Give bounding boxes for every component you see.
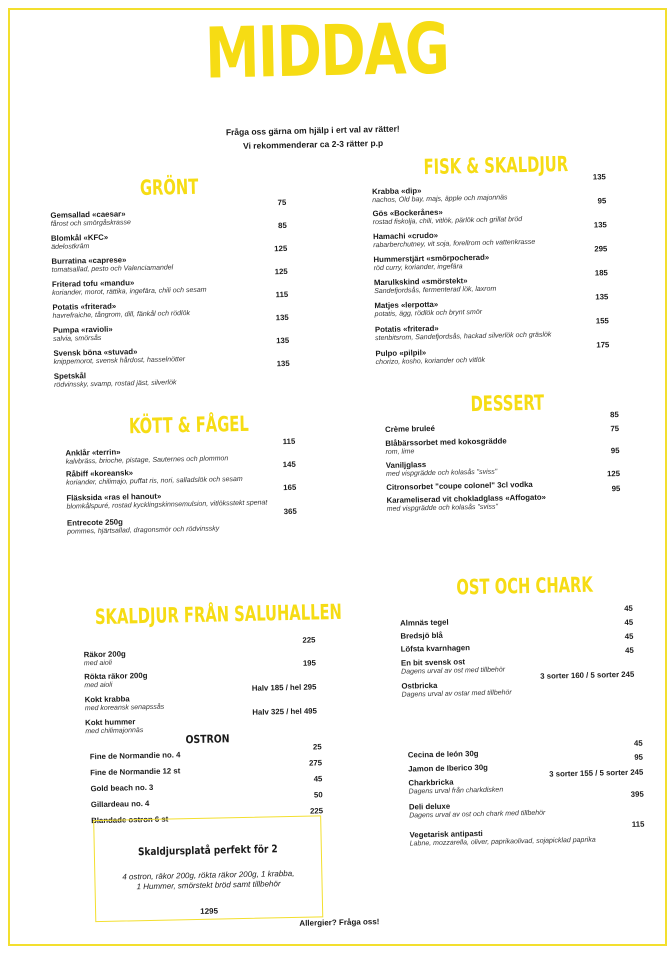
menu-item — [373, 250, 613, 272]
menu-item-name: Löfsta kvarnhagen — [400, 643, 471, 654]
menu-item — [385, 434, 625, 456]
menu-item-name: Spetskål — [53, 371, 87, 381]
menu-item-description: blomkålspuré, rostad kycklingskinnsemulsion, vitlöksstekt spenat — [66, 499, 268, 511]
menu-item-name: Gillardeau no. 4 — [90, 798, 150, 810]
menu-item-name: Bredsjö blå — [400, 630, 443, 641]
menu-item — [374, 273, 614, 295]
menu-item-price: 115 — [282, 436, 296, 447]
menu-item — [65, 444, 305, 466]
menu-item-name: Crème bruleé — [384, 423, 435, 434]
menu-item-price: 135 — [592, 172, 606, 182]
menu-item — [51, 252, 291, 277]
menu-item-name: Pulpo «pilpil» — [375, 348, 427, 359]
menu-item-description: Dagens urval från charkdisken — [408, 786, 504, 796]
menu-item — [375, 344, 615, 366]
menu-item-name: En bit svensk ost — [400, 657, 466, 668]
menu-item-description: potatis, ägg, rödlök och brynt smör — [374, 308, 483, 319]
menu-item — [52, 321, 293, 346]
section-heading-saluhallen: SKALDJUR FRÅN SALUHALLEN — [94, 599, 343, 630]
section-heading-ostron: OSTRON — [185, 732, 230, 747]
menu-item-name: Fläsksida «ras el hanout» — [66, 491, 162, 503]
menu-item-price: 95 — [634, 752, 644, 762]
menu-item-description: med vispgrädde och kolasås "sviss" — [385, 468, 498, 478]
menu-item-description: Dagens urval av ostar med tillbehör — [401, 689, 512, 699]
platter-description — [103, 869, 313, 893]
menu-item-name: Kokt krabba — [84, 694, 130, 705]
menu-item-description: knippemorot, svensk hårdost, hasselnötter — [53, 356, 186, 366]
menu-item-name: Blomkål «KFC» — [50, 232, 109, 243]
menu-item-price: 115 — [631, 819, 645, 829]
menu-item-price: 155 — [595, 316, 609, 326]
menu-item-price: 395 — [630, 789, 644, 799]
menu-item-name: Marulkskind «smörstekt» — [373, 276, 468, 288]
menu-item — [400, 614, 640, 628]
menu-item-price: 85 — [610, 410, 619, 420]
menu-item-description: rom, lime — [385, 448, 415, 456]
menu-item-name: Friterad tofu «mandu» — [51, 278, 135, 289]
menu-item — [374, 296, 614, 318]
menu-item-price: 95 — [610, 446, 620, 456]
menu-item-price: 45 — [624, 617, 634, 627]
menu-item — [401, 640, 641, 654]
menu-item-name: Svensk böna «stuvad» — [53, 347, 138, 358]
menu-item-description: pommes, hjärtsallad, dragonsmör och rödvinssky — [67, 525, 220, 536]
menu-item-price: 50 — [313, 790, 323, 800]
section-heading-kott: KÖTT & FÅGEL — [128, 411, 249, 439]
menu-item-price: 3 sorter 155 / 5 sorter 245 — [549, 767, 644, 779]
menu-item-price: 85 — [277, 220, 287, 231]
menu-item-price: 135 — [276, 358, 290, 369]
menu-item-price: 225 — [309, 806, 324, 816]
menu-item-description: Labne, mozzarella, oliver, paprikaolivad, sojapicklad paprika — [409, 836, 596, 848]
menu-item-price: Halv 325 / hel 495 — [252, 706, 318, 717]
menu-item-description: röd curry, koriander, ingefära — [373, 263, 463, 273]
menu-item-description: med vispgrädde och kolasås "sviss" — [386, 503, 498, 513]
menu-item-price: 135 — [276, 335, 290, 346]
menu-item-name: Räkor 200g — [83, 649, 126, 660]
menu-item-name: Ostbricka — [401, 680, 438, 691]
menu-item-price: 365 — [283, 506, 297, 517]
menu-item — [66, 465, 306, 487]
menu-item-description: rödvinssky, svamp, rostad jäst, silverlök — [53, 379, 177, 389]
menu-item — [51, 275, 292, 300]
menu-item — [54, 367, 294, 389]
menu-item — [375, 320, 615, 342]
menu-item-price: 125 — [274, 243, 288, 254]
menu-item-price: 95 — [597, 196, 607, 206]
menu-item-name: Gös «Bockerånes» — [372, 207, 443, 219]
menu-item-price: 45 — [624, 631, 634, 641]
menu-item-name: Almnäs tegel — [400, 617, 449, 628]
menu-item-name: Matjes «lerpotta» — [374, 299, 439, 311]
menu-item-price: 185 — [594, 268, 608, 278]
menu-item-name: Pumpa «ravioli» — [52, 324, 113, 335]
menu-item-description: fårost och smörgåskrasse — [50, 219, 131, 228]
menu-item-price: 135 — [593, 220, 607, 230]
menu-item-name: Hamachi «crudo» — [372, 230, 439, 242]
menu-item-name: Anklår «terrin» — [65, 447, 121, 458]
menu-item-name: Gold beach no. 3 — [90, 782, 154, 794]
menu-item-name: Rökta räkor 200g — [84, 670, 148, 682]
menu-item-price: 135 — [275, 312, 289, 323]
menu-item-price: 135 — [595, 292, 609, 302]
menu-item-name: Gemsallad «caesar» — [50, 209, 126, 220]
menu-item-price: 45 — [624, 603, 633, 613]
menu-item — [385, 420, 625, 434]
menu-item-price: 25 — [312, 742, 322, 752]
menu-item-name: Råbiff «koreansk» — [65, 468, 134, 479]
menu-item-description: koriander, morot, rättika, ingefära, chili och sesam — [52, 286, 207, 297]
menu-item-name: Vegetarisk antipasti — [409, 828, 483, 840]
menu-item-name: Karameliserad vit chokladglass «Affogato» — [386, 492, 547, 505]
menu-item-description: med aioli — [84, 681, 113, 690]
platter-desc-line-1: 4 ostron, räkor 200g, rökta räkor 200g, 1 krabba, — [122, 868, 295, 882]
menu-item-price: Halv 185 / hel 295 — [251, 682, 317, 693]
menu-item-price: 165 — [283, 482, 297, 493]
menu-item — [372, 182, 612, 204]
menu-item — [401, 677, 641, 699]
platter-desc-line-2: 1 Hummer, smörstekt bröd samt tillbehör — [136, 879, 281, 892]
menu-item-name: Burratina «caprese» — [51, 255, 127, 266]
platter-title: Skaldjursplatå perfekt för 2 — [137, 843, 278, 859]
menu-item-description: med chilimajonnäs — [85, 727, 144, 736]
menu-item-name: Krabba «dip» — [371, 186, 422, 197]
section-heading-fisk: FISK & SKALDJUR — [423, 152, 569, 180]
menu-item — [66, 489, 306, 511]
menu-item-description: tomatsallad, pesto och Valenciamandel — [51, 264, 174, 274]
menu-item-name: Charkbricka — [408, 777, 454, 788]
menu-item-price: 45 — [624, 645, 634, 655]
menu-item-name: Potatis «friterad» — [374, 323, 439, 335]
menu-item-name: Fine de Normandie no. 4 — [89, 750, 181, 762]
menu-item — [90, 747, 330, 761]
menu-item-price: 75 — [610, 424, 620, 434]
menu-item — [84, 645, 324, 667]
menu-item — [90, 779, 330, 793]
menu-item — [50, 229, 291, 254]
menu-item-price: 115 — [275, 289, 289, 300]
menu-item-name: Hummerstjärt «smörpocherad» — [373, 252, 490, 265]
menu-item — [50, 206, 290, 231]
menu-item-name: Blandade ostron 6 st — [91, 814, 169, 826]
menu-item-price: 275 — [308, 758, 323, 768]
menu-item-name: Kokt hummer — [85, 717, 136, 728]
menu-item — [372, 204, 612, 226]
menu-item-name: Cecina de león 30g — [407, 749, 479, 760]
menu-item-name: Jamon de Iberico 30g — [408, 762, 488, 774]
menu-item-name: Deli deluxe — [408, 801, 451, 812]
menu-item-price: 145 — [282, 459, 296, 470]
menu-item-price: 75 — [277, 197, 287, 208]
menu-item-price: 45 — [633, 738, 643, 748]
menu-item — [386, 456, 626, 478]
menu-item — [386, 491, 626, 513]
menu-item-description: koriander, chilimajo, puffat ris, nori, salladslök och sesam — [66, 475, 243, 487]
menu-item — [408, 746, 648, 760]
menu-item-description: med koreansk senapssås — [84, 703, 165, 713]
menu-title: MIDDAG — [204, 7, 449, 95]
menu-item — [67, 514, 307, 536]
menu-item-description: rostad fiskolja, chili, vitlök, pärlök och grillat bröd — [372, 216, 523, 227]
menu-item-price: 225 — [302, 635, 316, 645]
menu-item-name: Vaniljglass — [385, 460, 427, 470]
seafood-platter-box — [93, 815, 323, 922]
menu-item — [373, 227, 613, 249]
menu-item-description: salvia, smörsås — [53, 334, 102, 343]
menu-item-name: Citronsorbet "coupe colonel" 3cl vodka — [386, 479, 533, 492]
platter-price: 1295 — [200, 906, 219, 916]
menu-item — [53, 344, 293, 369]
menu-item — [91, 795, 331, 809]
menu-item — [52, 298, 292, 323]
section-heading-gront: GRÖNT — [139, 174, 199, 201]
menu-item-name: Entrecote 250g — [66, 517, 123, 528]
menu-item-description: rabarberchutney, vit soja, forellrom och vattenkrasse — [373, 238, 536, 250]
menu-item-description: chorizo, kosho, koriander och vitlök — [375, 356, 486, 367]
menu-item-description: havrefraiche, tångrom, dill, fänkål och rödlök — [52, 310, 191, 320]
menu-item — [386, 478, 626, 492]
section-heading-dessert: DESSERT — [470, 390, 545, 417]
allergy-note: Allergier? Fråga oss! — [299, 917, 380, 928]
menu-item-price: 175 — [596, 340, 610, 350]
menu-item-description: med aioli — [83, 659, 112, 668]
menu-item-name: Blåbärssorbet med kokosgrädde — [385, 436, 507, 448]
menu-item-description: Sandefjordsås, fermenterad lök, laxrom — [374, 285, 497, 296]
menu-item-description: Dagens urval av ost och chark med tillbehör — [409, 809, 546, 820]
menu-item-description: kalvbräss, brioche, pistage, Sauternes och plommon — [65, 455, 229, 466]
menu-item-price: 295 — [594, 244, 608, 254]
intro-line-1: Fråga oss gärna om hjälp i ert val av rätter! — [225, 123, 400, 138]
menu-item — [409, 825, 649, 847]
menu-item-price: 95 — [611, 484, 621, 494]
menu-item-description: ädelostkräm — [51, 243, 90, 251]
menu-intro — [203, 121, 424, 154]
menu-item-description: nachos, Old bay, majs, äpple och majonnäs — [372, 194, 508, 205]
menu-item-price: 45 — [313, 774, 323, 784]
menu-item-name: Potatis «friterad» — [52, 301, 117, 312]
menu-item-description: Dagens urval av ost med tillbehör — [401, 666, 506, 676]
menu-item-description: stenbitsrom, Sandefjordsås, hackad silverlök och gräslök — [375, 331, 552, 343]
menu-item — [409, 797, 649, 819]
menu-item-price: 195 — [302, 658, 317, 668]
menu-item-name: Fine de Normandie 12 st — [90, 766, 181, 778]
menu-item-price: 125 — [606, 469, 621, 479]
section-heading-ost: OST OCH CHARK — [456, 572, 594, 600]
menu-item-price: 125 — [274, 266, 288, 277]
menu-item-price: 3 sorter 160 / 5 sorter 245 — [540, 669, 635, 681]
menu-item — [400, 627, 640, 641]
menu-item — [90, 763, 330, 777]
intro-line-2: Vi rekommenderar ca 2-3 rätter p.p — [242, 137, 384, 151]
